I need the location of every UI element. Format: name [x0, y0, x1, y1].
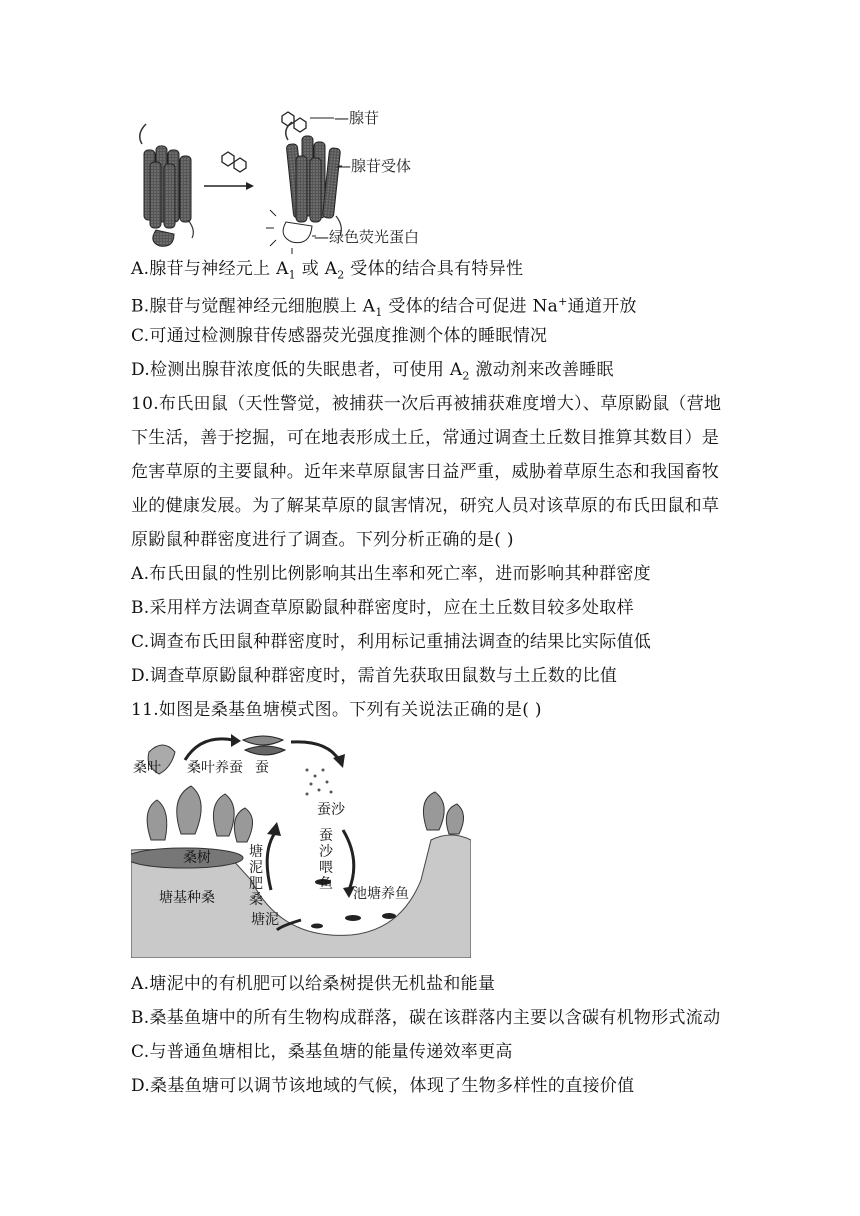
adenosine-molecule-bound-icon	[282, 112, 306, 132]
label-mulberry-tree: 桑树	[183, 850, 211, 866]
q11-option-d: D.桑基鱼塘可以调节该地域的气候，体现了生物多样性的直接价值	[131, 1076, 635, 1096]
q9-option-d: D.检测出腺苷浓度低的失眠患者，可使用 $A_2$ 激动剂来改善睡眠	[131, 360, 614, 383]
label-fertilize-char: 塘	[249, 844, 263, 860]
label-fertilize-char: 泥	[249, 860, 263, 876]
adenosine-molecule-free-icon	[222, 152, 246, 172]
label-fertilize-char: 肥	[249, 876, 263, 892]
label-feed-fish-char: 鱼	[319, 876, 333, 892]
q10-option-c: C.调查布氏田鼠种群密度时，利用标记重捕法调查的结果比实际值低	[131, 632, 652, 652]
mulberry-tree-icon	[147, 786, 463, 842]
label-gfp: —绿色荧光蛋白	[314, 228, 420, 246]
label-silkworm-droppings: 蚕沙	[317, 802, 345, 818]
q10-option-b: B.采用样方法调查草原鼢鼠种群密度时，应在土丘数目较多处取样	[131, 598, 634, 618]
label-mulberry-leaf: 桑叶	[133, 760, 161, 776]
q10-stem-line: 下生活，善于挖掘，可在地表形成土丘，常通过调查土丘数目推算其数目）是	[131, 428, 720, 448]
label-pond-mud: 塘泥	[251, 912, 279, 928]
label-raise-silkworm: 桑叶养蚕	[187, 760, 243, 776]
label-fertilize-char: 桑	[249, 892, 263, 908]
silkworm-droppings-icon	[306, 769, 333, 796]
q10-stem-line: 10.布氏田鼠（天性警觉，被捕获一次后再被捕获难度增大）、草原鼢鼠（营地	[131, 394, 722, 414]
label-feed-fish-char: 喂	[319, 860, 333, 876]
q9-option-c: C.可通过检测腺苷传感器荧光强度推测个体的睡眠情况	[131, 326, 548, 346]
q9-option-a: A.腺苷与神经元上 $A_1$ 或 $A_2$ 受体的结合具有特异性	[131, 259, 524, 282]
mulberry-fishpond-figure	[131, 730, 471, 958]
q11-option-b: B.桑基鱼塘中的所有生物构成群落，碳在该群落内主要以含碳有机物形式流动	[131, 1008, 721, 1028]
label-pond-fish: 池塘养鱼	[353, 886, 409, 902]
label-silkworm: 蚕	[255, 760, 269, 776]
q10-option-a: A.布氏田鼠的性别比例影响其出生率和死亡率，进而影响其种群密度	[131, 564, 651, 584]
q10-stem-line: 危害草原的主要鼠种。近年来草原鼠害日益严重，威胁着草原生态和我国畜牧	[131, 462, 720, 482]
receptor-diagram-svg	[130, 104, 460, 254]
arrow-icon	[204, 182, 254, 190]
silkworm-icon	[243, 736, 285, 755]
q10-option-d: D.调查草原鼢鼠种群密度时，需首先获取田鼠数与土丘数的比值	[131, 666, 618, 686]
label-adenosine-receptor: —腺苷受体	[336, 157, 412, 175]
label-feed-fish-char: 蚕	[319, 828, 333, 844]
q11-stem: 11.如图是桑基鱼塘模式图。下列有关说法正确的是( )	[131, 700, 542, 720]
q11-option-a: A.塘泥中的有机肥可以给桑树提供无机盐和能量	[131, 974, 496, 994]
label-adenosine: —腺苷	[334, 109, 380, 127]
q10-stem-line: 原鼢鼠种群密度进行了调查。下列分析正确的是( )	[131, 530, 514, 550]
adenosine-receptor-figure	[130, 104, 460, 254]
label-dike-mulberry: 塘基种桑	[159, 890, 215, 906]
q11-option-c: C.与普通鱼塘相比，桑基鱼塘的能量传递效率更高	[131, 1042, 513, 1062]
q10-stem-line: 业的健康发展。为了解某草原的鼠害情况，研究人员对该草原的布氏田鼠和草	[131, 496, 720, 516]
receptor-left-icon	[140, 124, 194, 246]
fishpond-diagram-svg	[131, 730, 471, 958]
q9-option-b: B.腺苷与觉醒神经元细胞膜上 $A_1$ 受体的结合可促进 Na+通道开放	[131, 295, 637, 320]
label-feed-fish-char: 沙	[319, 844, 333, 860]
